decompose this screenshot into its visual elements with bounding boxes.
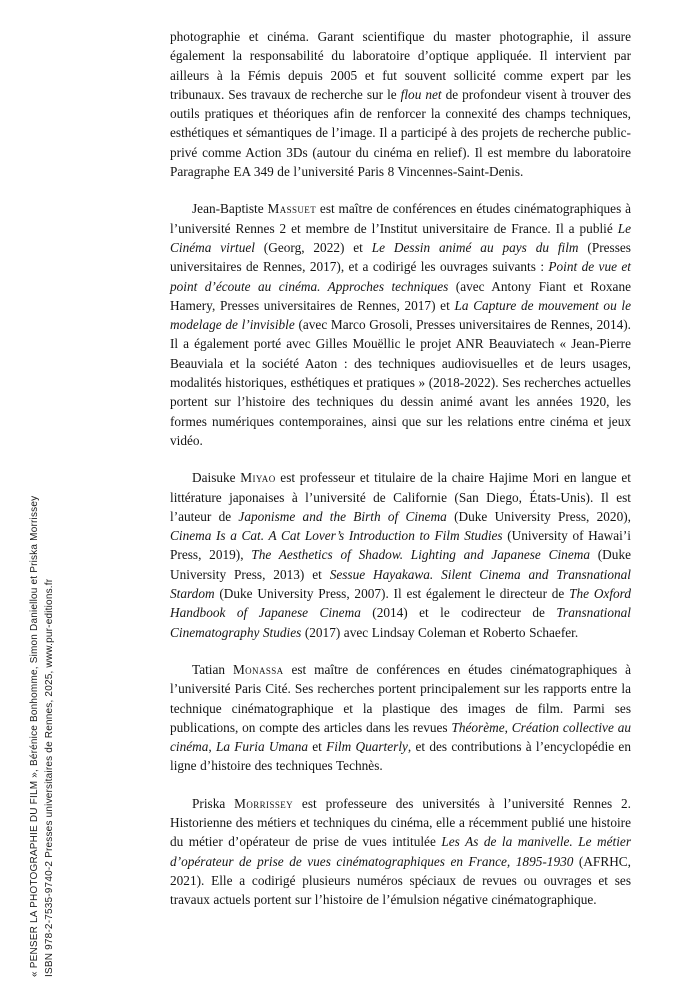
spine-credit bbox=[27, 177, 57, 977]
text-run: (AFRHC, 2021). Elle a codirigé plusieurs numéros spéciaux de revues ou ouvrages et ses travaux actuels portent sur l’histoire de l’émulsion négative cinématographique. bbox=[170, 853, 631, 908]
work-title: Transnational Cinematography Studies bbox=[170, 605, 631, 640]
work-title: Film Quarterly bbox=[326, 739, 408, 755]
text-run: Daisuke bbox=[192, 470, 241, 486]
work-title: Cinema Is a Cat. A Cat Lover’s Introduction to Film Studies bbox=[170, 528, 503, 544]
text-run: (avec Marco Grosoli, Presses universitaires de Rennes, 2014). Il a également porté avec Gilles Mouëllic le projet ANR Beauviatech « Jean-Pierre Beauviala et la société Aaton : des techniques audiovisuelles et de leurs usages, modalités historiques, esthétiques et pratiques » (2018-2022). Ses recherches actuelles portent sur l’histoire des techniques du dessin animé avant les années 1920, les formes numériques contemporaines, ainsi que sur les relations entre cinéma et jeux vidéo. bbox=[170, 317, 631, 448]
text-run: (avec Antony Fiant et Roxane Hamery, Presses universitaires de Rennes, 2017) et bbox=[170, 278, 632, 313]
work-title: Théorème bbox=[451, 719, 505, 735]
text-run: (Duke University Press, 2007). Il est également le directeur de bbox=[214, 586, 570, 602]
text-run: est professeure des universités à l’université Rennes 2. Historienne des métiers et techniques du cinéma, elle a récemment publié une histoire du métier d’opérateur de prise de vues intitulée bbox=[170, 795, 631, 850]
work-title: flou net bbox=[400, 86, 442, 102]
text-run: (Presses universitaires de Rennes, 2017), et a codirigé les ouvrages suivants : bbox=[170, 239, 631, 275]
text-run: , bbox=[504, 719, 512, 735]
text-run: Priska bbox=[192, 795, 235, 811]
author-name: Monassa bbox=[232, 661, 284, 677]
paragraph bbox=[170, 27, 631, 181]
text-run: (2017) avec Lindsay Coleman et Roberto Schaefer. bbox=[301, 624, 579, 640]
work-title: Japonisme and the Birth of Cinema bbox=[238, 508, 447, 524]
text-run: (2014) et le codirecteur de bbox=[360, 605, 557, 621]
text-run: Jean-Baptiste bbox=[192, 201, 268, 217]
paragraph bbox=[170, 199, 631, 450]
author-name: Massuet bbox=[267, 201, 317, 217]
work-title: La Capture de mouvement ou le modelage de l’invisible bbox=[170, 297, 631, 333]
text-run: photographie et cinéma. Garant scientifique du master photographie, il assure également la responsabilité du laboratoire d’optique appliquée. Il intervient par ailleurs à la Fémis depuis 2005 et fut souvent sollicité comme expert par les tribunaux. Ses travaux de recherche sur le bbox=[170, 29, 631, 102]
author-name: Miyao bbox=[240, 470, 276, 486]
text-run: , et des contributions à l’encyclopédie en ligne d’histoire des techniques Technès. bbox=[170, 739, 631, 774]
paragraph bbox=[170, 660, 631, 776]
spine-isbn-line: ISBN 978-2-7535-9740-2 Presses universitaires de Rennes, 2025, www.pur-editions.fr bbox=[44, 578, 55, 977]
text-run: (Duke University Press, 2013) et bbox=[170, 547, 631, 582]
spine-title-line: « PENSER LA PHOTOGRAPHIE DU FILM », Bérénice Bonhomme, Simon Daniellou et Priska Morrissey bbox=[29, 495, 40, 977]
text-run: , bbox=[208, 739, 216, 755]
paragraph bbox=[170, 794, 631, 910]
work-title: Point de vue et point d’écoute au cinéma. Approches techniques bbox=[170, 259, 631, 294]
work-title: Création collective au cinéma bbox=[170, 719, 631, 755]
text-run: et bbox=[308, 739, 327, 755]
work-title: The Aesthetics of Shadow. Lighting and Japanese Cinema bbox=[251, 547, 590, 563]
paragraph bbox=[170, 468, 631, 642]
work-title: Le Dessin animé au pays du film bbox=[371, 239, 579, 255]
text-run: est maître de conférences en études cinématographiques à l’université Rennes 2 et membre de l’Institut universitaire de France. Il a publié bbox=[170, 201, 631, 236]
text-run: (Georg, 2022) et bbox=[254, 239, 372, 255]
work-title: Les As de la manivelle. Le métier d’opérateur de prise de vues cinématographiques en France, 1895-1930 bbox=[170, 834, 631, 869]
text-run: de profondeur visent à trouver des outils pratiques et théoriques afin de renforcer la connexité des champs techniques, esthétiques et sémantiques de l’image. Il a participé à des projets de recherche public-privé comme Action 3Ds (autour du cinéma en relief). Il est membre du laboratoire Paragraphe EA 349 de l’université Paris 8 Vincennes-Saint-Denis. bbox=[170, 86, 631, 180]
text-run: (University of Hawai’i Press, 2019), bbox=[170, 528, 631, 563]
page-body bbox=[170, 27, 631, 909]
work-title: The Oxford Handbook of Japanese Cinema bbox=[170, 586, 632, 621]
author-name: Morrissey bbox=[234, 795, 294, 811]
text-run: est maître de conférences en études cinématographiques à l’université Paris Cité. Ses recherches portent principalement sur les rapports entre la technique cinématographique et la plastique des images de film. Parmi ses publications, on compte des articles dans les revues bbox=[170, 661, 631, 735]
work-title: La Furia Umana bbox=[216, 739, 308, 755]
text-run: (Duke University Press, 2020), bbox=[446, 508, 631, 524]
text-run: est professeur et titulaire de la chaire Hajime Mori en langue et littérature japonaises à l’université de Californie (San Diego, États-Unis). Il est l’auteur de bbox=[170, 470, 631, 524]
text-run: Tatian bbox=[192, 661, 233, 677]
work-title: Le Cinéma virtuel bbox=[170, 220, 631, 255]
work-title: Sessue Hayakawa. Silent Cinema and Transnational Stardom bbox=[170, 566, 631, 602]
